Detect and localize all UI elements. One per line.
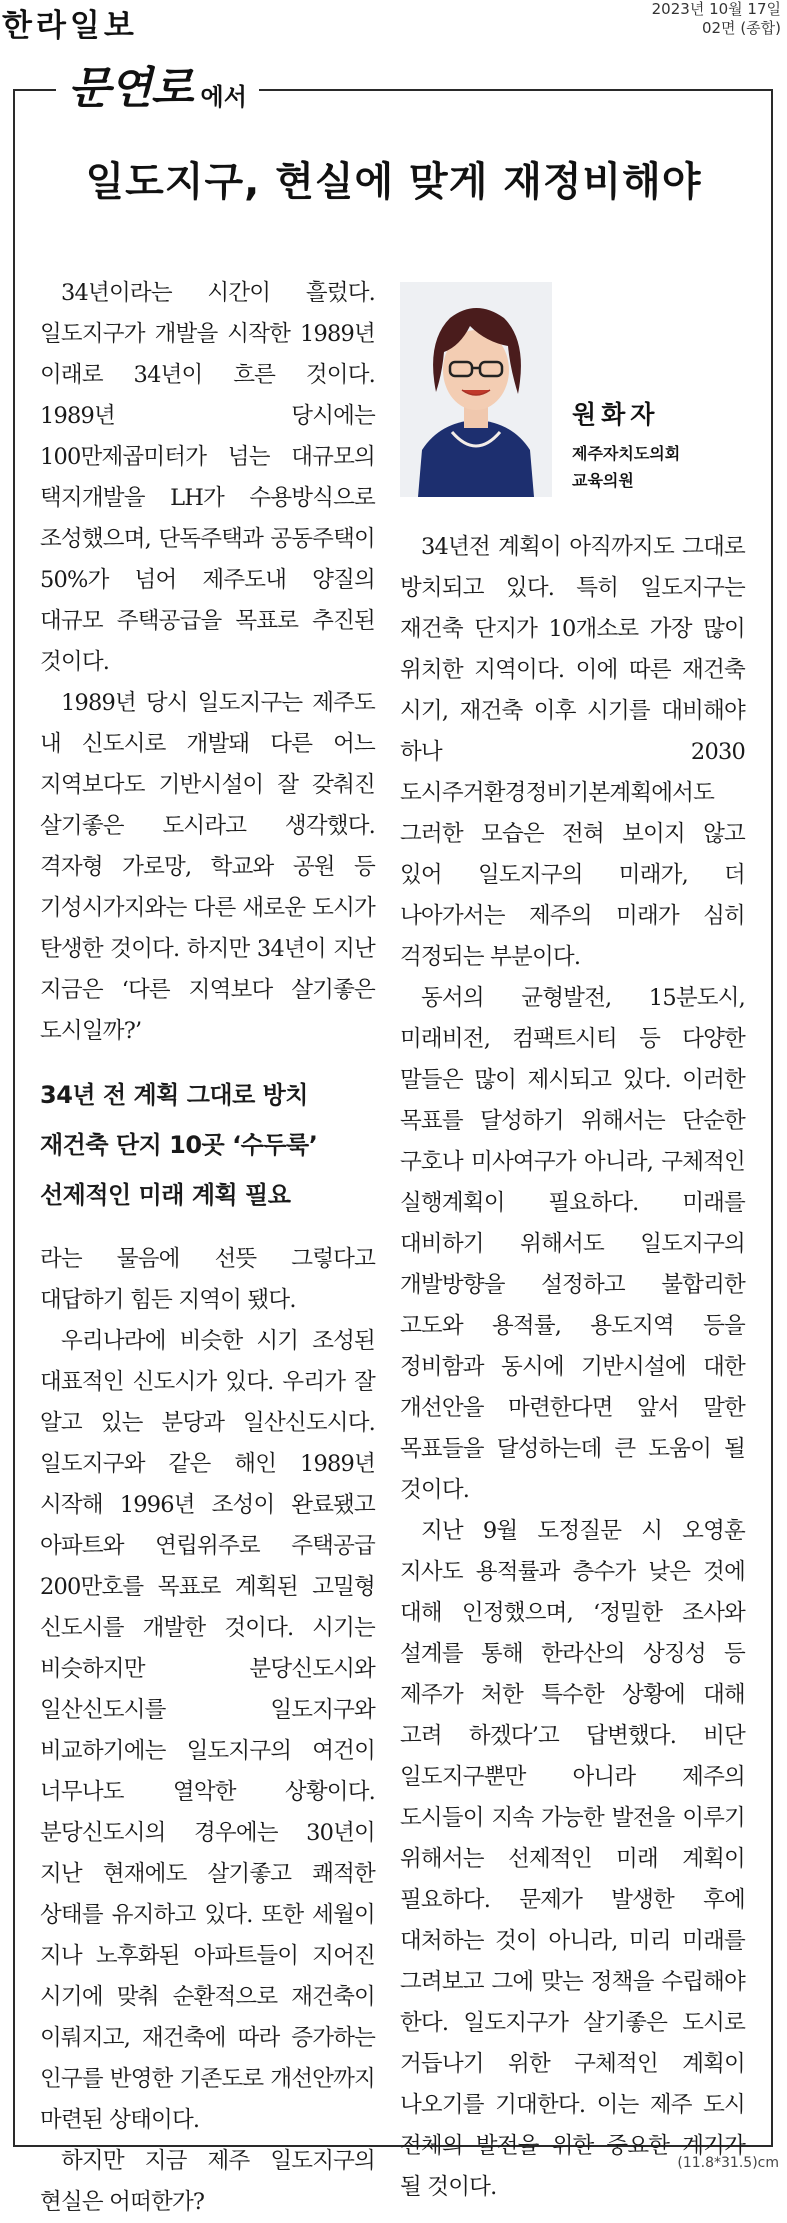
article-subhead bbox=[40, 1070, 375, 1220]
subhead-line: 34년 전 계획 그대로 방치 bbox=[40, 1081, 308, 1109]
author-portrait bbox=[400, 282, 552, 497]
subhead-line: 선제적인 미래 계획 필요 bbox=[40, 1181, 291, 1209]
publication-date: 2023년 10월 17일 bbox=[651, 0, 781, 18]
article-column-left bbox=[40, 273, 375, 2223]
author-title-line: 교육의원 bbox=[572, 471, 634, 490]
body-paragraph: 34년이라는 시간이 흘렀다. 일도지구가 개발을 시작한 1989년 이래로 34년이 흐른 것이다. 1989년 당시에는 100만제곱미터가 넘는 대규모의 택지개발을 LH가 수용방식으로 조성했으며, 단독주택과 공동주택이 50%가 넘어 제주도내 양질의 대규모 주택공급을 목표로 추진된 것이다. bbox=[40, 280, 375, 675]
body-paragraph: 우리나라에 비슷한 시기 조성된 대표적인 신도시가 있다. 우리가 잘 알고 있는 분당과 일산신도시다. 일도지구와 같은 해인 1989년 시작해 1996년 조성이 완료됐고 아파트와 연립위주로 주택공급 200만호를 목표로 계획된 고밀형 신도시를 개발한 것이다. 시기는 비슷하지만 분당신도시와 일산신도시를 일도지구와 비교하기에는 일도지구의 여건이 너무나도 열악한 상황이다. 분당신도시의 경우에는 30년이 지난 현재에도 살기좋고 쾌적한 상태를 유지하고 있다. 또한 세월이 지나 노후화된 아파트들이 지어진 시기에 맞춰 순환적으로 재건축이 이뤄지고, 재건축에 따라 증가하는 인구를 반영한 기존도로 개선안까지 마련된 상태이다. bbox=[40, 1328, 375, 2133]
body-paragraph: 34년전 계획이 아직까지도 그대로 방치되고 있다. 특히 일도지구는 재건축 단지가 10개소로 가장 많이 위치한 지역이다. 이에 따른 재건축 시기, 재건축 이후 시기를 대비해야 하나 2030 도시주거환경정비기본계획에서도 그러한 모습은 전혀 보이지 않고 있어 일도지구의 미래가, 더 나아가서는 제주의 미래가 심히 걱정되는 부분이다. bbox=[400, 534, 745, 970]
body-paragraph: 하지만 지금 제주 일도지구의 현실은 어떠한가? bbox=[40, 2148, 375, 2215]
body-paragraph: 1989년 당시 일도지구는 제주도 내 신도시로 개발돼 다른 어느 지역보다도 기반시설이 잘 갖춰진 살기좋은 도시라고 생각했다. 격자형 가로망, 학교와 공원 등 기성시가지와는 다른 새로운 도시가 탄생한 것이다. 하지만 34년이 지난 지금은 ‘다른 지역보다 살기좋은 도시일까?’ bbox=[40, 690, 375, 1044]
article-headline: 일도지구, 현실에 맞게 재정비해야 bbox=[85, 159, 702, 205]
article-column-right bbox=[400, 527, 745, 2208]
subhead-line: 재건축 단지 10곳 ‘수두룩’ bbox=[40, 1131, 318, 1159]
page-info: 02면 (종합) bbox=[701, 19, 781, 37]
column-name: 문연로 bbox=[68, 63, 193, 114]
publication-info bbox=[652, 0, 781, 38]
newspaper-masthead: 한라일보 bbox=[2, 8, 138, 44]
clipping-size-note: (11.8*31.5)cm bbox=[677, 2155, 779, 2171]
body-paragraph: 라는 물음에 선뜻 그렇다고 대답하기 힘든 지역이 됐다. bbox=[40, 1246, 375, 1313]
author-title-line: 제주자치도의회 bbox=[572, 444, 681, 463]
column-name-suffix: 에서 bbox=[200, 83, 247, 111]
author-name: 원화자 bbox=[572, 400, 660, 429]
body-paragraph: 지난 9월 도정질문 시 오영훈 지사도 용적률과 층수가 낮은 것에 대해 인정했으며, ‘정밀한 조사와 설계를 통해 한라산의 상징성 등 제주가 처한 특수한 상황에 대해 고려 하겠다’고 답변했다. 비단 일도지구뿐만 아니라 제주의 도시들이 지속 가능한 발전을 이루기 위해서는 선제적인 미래 계획이 필요하다. 문제가 발생한 후에 대처하는 것이 아니라, 미리 미래를 그려보고 그에 맞는 정책을 수립해야 한다. 일도지구가 살기좋은 도시로 거듭나기 위한 구체적인 계획이 나오기를 기대한다. 이는 제주 도시 전체의 발전을 위한 중요한 계기가 될 것이다. bbox=[400, 1518, 745, 2200]
body-paragraph: 동서의 균형발전, 15분도시, 미래비전, 컴팩트시티 등 다양한 말들은 많이 제시되고 있다. 이러한 목표를 달성하기 위해서는 단순한 구호나 미사여구가 아니라, 구체적인 실행계획이 필요하다. 미래를 대비하기 위해서도 일도지구의 개발방향을 설정하고 불합리한 고도와 용적률, 용도지역 등을 정비함과 동시에 기반시설에 대한 개선안을 마련한다면 앞서 말한 목표들을 달성하는데 큰 도움이 될 것이다. bbox=[400, 985, 745, 1503]
column-banner bbox=[56, 62, 259, 116]
author-photo-illustration bbox=[400, 282, 552, 497]
author-title bbox=[572, 440, 680, 494]
